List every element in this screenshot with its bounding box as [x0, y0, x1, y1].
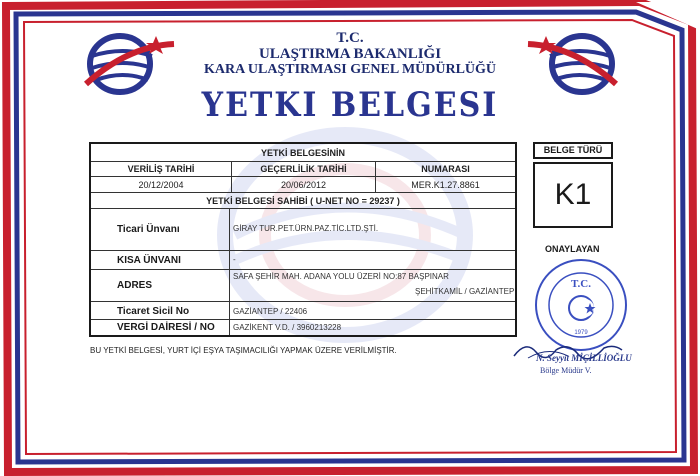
- column-number: NUMARASI: [421, 164, 470, 174]
- header-tc: T.C.: [336, 30, 364, 46]
- issue-date-value: 20/12/2004: [138, 180, 184, 190]
- section-title: YETKİ BELGESİNİN: [260, 148, 345, 158]
- column-issue-date: VERİLİŞ TARİHİ: [127, 164, 195, 174]
- document-type-value: K1: [533, 162, 613, 228]
- value-trade-name: GİRAY TUR.PET.ÜRN.PAZ.TİC.LTD.ŞTİ.: [233, 224, 379, 233]
- label-address: ADRES: [117, 280, 153, 291]
- document-type-label: BELGE TÜRÜ: [533, 142, 613, 159]
- signer-title: Bölge Müdür V.: [540, 366, 592, 375]
- number-value: MER.K1.27.8861: [411, 180, 480, 190]
- label-short-name: KISA ÜNVANI: [117, 255, 181, 266]
- header-directorate: KARA ULAŞTIRMASI GENEL MÜDÜRLÜĞÜ: [203, 62, 497, 77]
- document-title: YETKI BELGESI: [201, 85, 499, 126]
- value-short-name: -: [233, 255, 236, 264]
- value-trade-registry: GAZİANTEP / 22406: [233, 307, 308, 316]
- value-tax-office: GAZİKENT V.D. / 3960213228: [233, 323, 342, 332]
- header-ministry: ULAŞTIRMA BAKANLIĞI: [258, 46, 442, 62]
- value-address-line2: ŞEHİTKAMİL / GAZİANTEP: [415, 287, 515, 296]
- stamp-year-text: 1979: [574, 330, 588, 336]
- label-tax-office: VERGİ DAİRESİ / NO: [117, 322, 215, 333]
- label-trade-registry: Ticaret Sicil No: [117, 306, 190, 317]
- label-trade-name: Ticari Ünvanı: [117, 224, 180, 235]
- owner-title: YETKİ BELGESİ SAHİBİ ( U-NET NO = 29237 ): [206, 196, 400, 206]
- column-validity-date: GEÇERLİLİK TARİHİ: [260, 164, 347, 174]
- validity-date-value: 20/06/2012: [280, 180, 327, 190]
- value-address-line1: SAFA ŞEHİR MAH. ADANA YOLU ÜZERİ NO:87 BAŞPINAR: [233, 272, 449, 281]
- approver-label: ONAYLAYAN: [545, 244, 600, 254]
- footer-note: BU YETKİ BELGESİ, YURT İÇİ EŞYA TAŞIMACILIĞI YAPMAK ÜZERE VERİLMİŞTİR.: [90, 346, 397, 355]
- stamp-tc-text: T.C.: [571, 278, 591, 290]
- signer-name: N. Seyyit MİÇİLLİOĞLU: [536, 353, 632, 363]
- certificate-table: [89, 142, 517, 337]
